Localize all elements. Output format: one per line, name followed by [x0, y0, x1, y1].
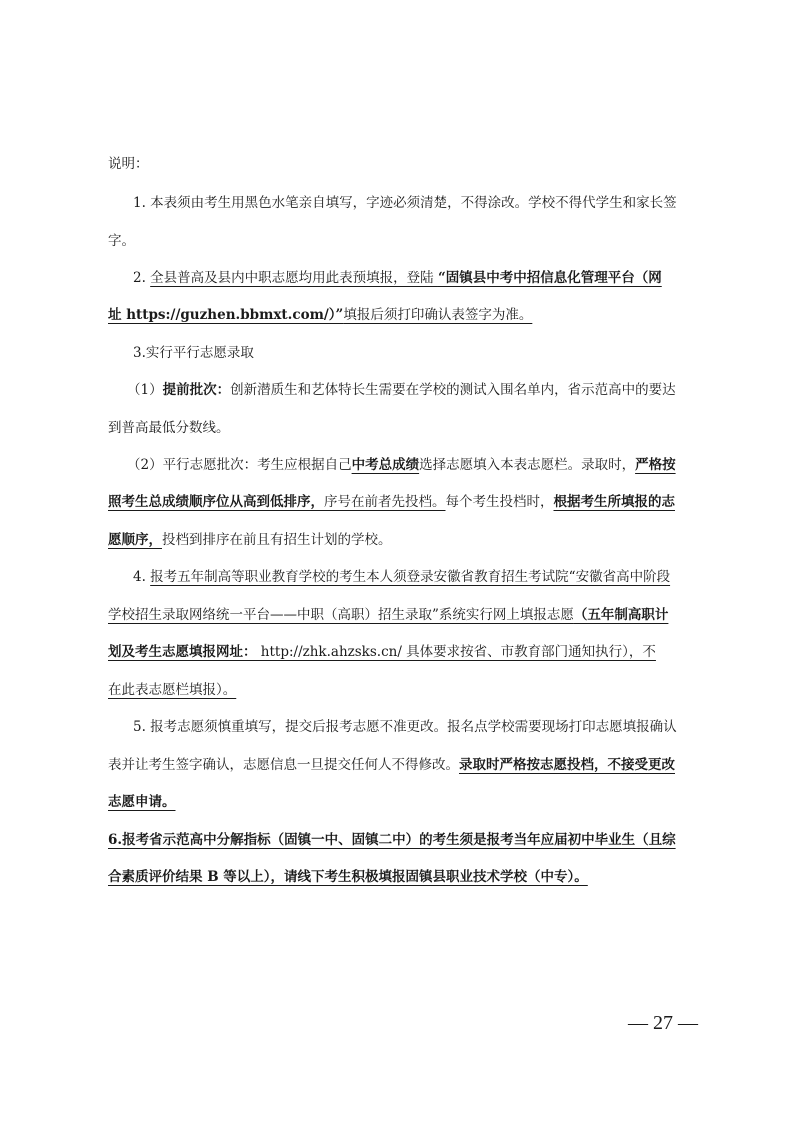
- note-3-1-label: 提前批次：: [162, 382, 231, 398]
- note-4-bold-b: 划及考生志愿填报网址：: [108, 644, 257, 660]
- note-2-number: 2.: [133, 270, 151, 286]
- note-3-1-line-2: 到普高最低分数线。: [108, 420, 230, 436]
- note-2-text-end: 填报后须打印确认表签字为准。: [343, 307, 533, 323]
- note-3-2-line-3: [108, 530, 392, 550]
- note-3-2-line-1: [127, 455, 676, 475]
- note-4-url: http://zhk.ahzsks.cn/ 具体要求按省、市教育部门通知执行），不: [256, 644, 656, 660]
- note-3-2-ranking: 照考生总成绩顺序位从高到低排序，: [108, 494, 324, 510]
- note-3-2-text-b: 选择志愿填入本表志愿栏。录取时，: [419, 457, 636, 473]
- note-3-1-number: （1）: [127, 382, 163, 398]
- note-3-2-choice-order: 愿顺序，: [108, 532, 162, 548]
- note-3-2-by-choice: 根据考生所填报的志: [553, 494, 675, 510]
- note-2-text: 全县普高及县内中职志愿均用此表预填报，登陆: [150, 270, 438, 286]
- note-3-2-order: 序号在前者先投档。: [324, 494, 446, 510]
- note-4-bold-a: （五年制高职计: [573, 607, 669, 623]
- note-2-line-1: [133, 268, 662, 288]
- note-2-line-2: [108, 305, 532, 325]
- note-3-title: 3.实行平行志愿录取: [133, 345, 254, 361]
- note-3-2-line-2: [108, 492, 675, 512]
- page-number: — 27 —: [628, 1012, 698, 1034]
- note-4-line-2: [108, 605, 668, 625]
- notes-heading: 说明：: [108, 156, 149, 172]
- note-3-1-line-1: [127, 380, 676, 400]
- note-5-text: 表并让考生签字确认，志愿信息一旦提交任何人不得修改。: [108, 757, 459, 773]
- note-3-2-text-d: 投档到排序在前且有招生计划的学校。: [162, 532, 392, 548]
- note-4-line-3: [108, 642, 656, 662]
- note-3-2-strict: 严格按: [635, 457, 676, 473]
- note-3-2-text-c: 每个考生投档时，: [445, 494, 554, 510]
- note-1-line-1: 1. 本表须由考生用黑色水笔亲自填写，字迹必须清楚，不得涂改。学校不得代学生和家长签: [133, 195, 677, 211]
- note-5-line-2: [108, 755, 675, 775]
- note-1-line-2: 字。: [108, 233, 135, 249]
- note-2-platform-name: “固镇县中考中招信息化管理平台（网: [437, 270, 662, 286]
- note-4-text: 报考五年制高等职业教育学校的考生本人须登录安徽省教育招生考试院“安徽省高中阶段: [150, 569, 671, 585]
- note-4-line-1: [133, 567, 670, 587]
- note-3-2-total-score: 中考总成绩: [351, 457, 420, 473]
- note-4-end: 在此表志愿栏填报）。: [108, 682, 237, 698]
- note-4-line-4: [108, 680, 236, 700]
- note-5-line-3: 志愿申请。: [108, 794, 176, 810]
- note-6-line-2: 合素质评价结果 B 等以上），请线下考生积极填报固镇县职业技术学校（中专）。: [108, 869, 588, 885]
- note-3-2-text: （2）平行志愿批次：考生应根据自己: [127, 457, 352, 473]
- note-4-platform: 学校招生录取网络统一平台——中职（高职）招生录取”系统实行网上填报志愿: [108, 607, 574, 623]
- note-2-platform-url: 址 https://guzhen.bbmxt.com/）”: [108, 307, 344, 323]
- note-5-bold: 录取时严格按志愿投档，不接受更改: [459, 757, 675, 773]
- note-6-line-1: 6.报考省示范高中分解指标（固镇一中、固镇二中）的考生须是报考当年应届初中毕业生（且综: [108, 832, 676, 848]
- note-4-number: 4.: [133, 569, 151, 585]
- note-3-1-text: 创新潜质生和艺体特长生需要在学校的测试入围名单内，省示范高中的要达: [230, 382, 676, 398]
- note-5-line-1: 5. 报考志愿须慎重填写，提交后报考志愿不准更改。报名点学校需要现场打印志愿填报确认: [133, 719, 677, 735]
